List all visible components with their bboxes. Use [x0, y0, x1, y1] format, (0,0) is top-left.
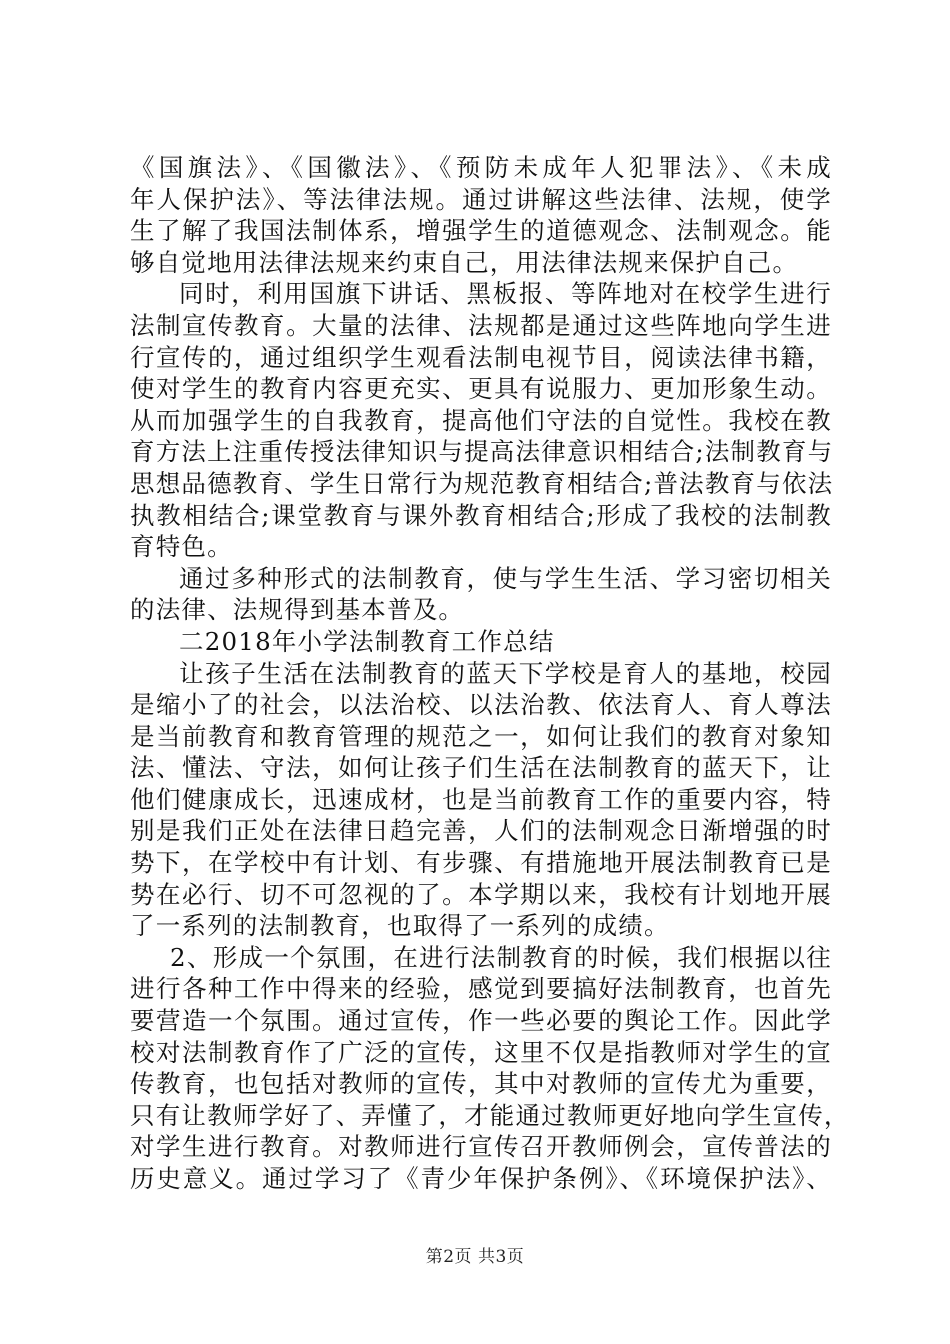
text-line: 思想品德教育、学生日常行为规范教育相结合;普法教育与依法: [130, 468, 834, 498]
text-line: 使对学生的教育内容更充实、更具有说服力、更加形象生动。: [130, 374, 832, 404]
text-line: 要营造一个氛围。通过宣传，作一些必要的舆论工作。因此学: [130, 1006, 832, 1036]
text-line: 年人保护法》、等法律法规。通过讲解这些法律、法规，使学: [130, 184, 832, 214]
text-line: 对学生进行教育。对教师进行宣传召开教师例会，宣传普法的: [130, 1132, 832, 1162]
text-line: 够自觉地用法律法规来约束自己，用法律法规来保护自己。: [130, 247, 799, 277]
text-line: 法制宣传教育。大量的法律、法规都是通过这些阵地向学生进: [130, 310, 832, 340]
text-line: 校对法制教育作了广泛的宣传，这里不仅是指教师对学生的宣: [130, 1037, 832, 1067]
text-line: 法、懂法、守法，如何让孩子们生活在法制教育的蓝天下，让: [130, 753, 832, 783]
text-line: 《国旗法》、《国徽法》、《预防未成年人犯罪法》、《未成: [130, 153, 832, 182]
text-line: 是缩小了的社会，以法治校、以法治教、依法育人、育人尊法: [130, 690, 832, 720]
text-line: 了一系列的法制教育，也取得了一系列的成绩。: [130, 911, 670, 941]
text-line: 育特色。: [130, 532, 233, 562]
text-line: 通过多种形式的法制教育，使与学生生活、学习密切相关: [179, 563, 832, 593]
text-line: 势在必行、切不可忽视的了。本学期以来，我校有计划地开展: [130, 879, 832, 909]
text-line: 生了解了我国法制体系，增强学生的道德观念、法制观念。能: [130, 216, 832, 246]
text-line: 2、形成一个氛围，在进行法制教育的时候，我们根据以往: [170, 942, 832, 972]
text-line: 执教相结合;课堂教育与课外教育相结合;形成了我校的法制教: [130, 500, 832, 530]
text-line: 别是我们正处在法律日趋完善，人们的法制观念日渐增强的时: [130, 816, 832, 846]
text-line: 进行各种工作中得来的经验，感觉到要搞好法制教育，也首先: [130, 974, 832, 1004]
text-line: 他们健康成长，迅速成材，也是当前教育工作的重要内容，特: [130, 784, 832, 814]
document-body: [130, 152, 850, 1195]
text-line: 历史意义。通过学习了《青少年保护条例》、《环境保护法》、: [130, 1164, 832, 1193]
text-line: 行宣传的，通过组织学生观看法制电视节目，阅读法律书籍，: [130, 342, 832, 372]
text-line: 的法律、法规得到基本普及。: [130, 595, 465, 625]
text-line: 育方法上注重传授法律知识与提高法律意识相结合;法制教育与: [130, 437, 834, 467]
text-line: 是当前教育和教育管理的规范之一，如何让我们的教育对象知: [130, 721, 832, 751]
text-line: 传教育，也包括对教师的宣传，其中对教师的宣传尤为重要，: [130, 1069, 832, 1099]
text-line: 从而加强学生的自我教育，提高他们守法的自觉性。我校在教: [130, 405, 832, 435]
text-line: 只有让教师学好了、弄懂了，才能通过教师更好地向学生宣传，: [130, 1100, 850, 1130]
page-number-footer: 第2页 共3页: [425, 1247, 525, 1267]
text-line: 让孩子生活在法制教育的蓝天下学校是育人的基地，校园: [179, 658, 832, 688]
text-line: 势下，在学校中有计划、有步骤、有措施地开展法制教育已是: [130, 848, 832, 878]
text-line: 同时，利用国旗下讲话、黑板报、等阵地对在校学生进行: [179, 279, 832, 309]
section-heading: 二2018年小学法制教育工作总结: [179, 626, 555, 656]
